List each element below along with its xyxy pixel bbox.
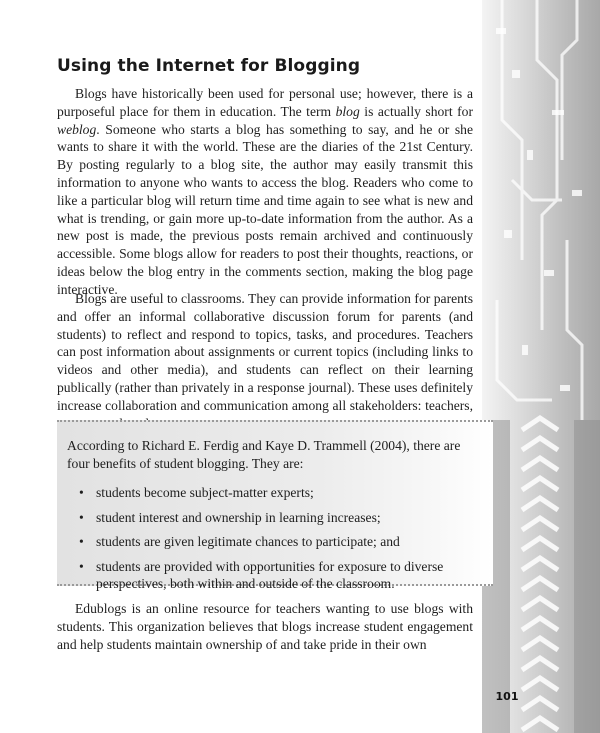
bullet-icon: • [79, 534, 84, 550]
benefits-callout-box [57, 420, 493, 592]
paragraph-text: Blogs have historically been used for personal use; however, there is a purposeful place for them in education. The term [57, 86, 473, 119]
list-item-text: student interest and ownership in learning increases; [96, 509, 381, 525]
paragraph-text: . Someone who starts a blog has something to say, and he or she wants to share it with the world. These are the diaries of the 21st Century. By posting regularly to a blog site, the author may easily transmit this information to anyone who wants to access the blog. Readers who come to like a particular blog will return time and time again to see what is new and what is trending, or gain more up-to-date information from the author. As a new post is made, the previous posts remain archived and continuously accessible. Some blogs allow for readers to post their thoughts, reactions, or ideas below the blog entry in the comments section, making the blog page interactive. [57, 121, 473, 297]
bullet-icon: • [79, 558, 84, 574]
list-item-text: students are given legitimate chances to participate; and [96, 534, 400, 550]
benefits-list [79, 484, 467, 600]
decorative-side-strip [482, 0, 600, 733]
paragraph-blog-intro [57, 85, 473, 299]
bullet-icon: • [79, 485, 84, 500]
paragraph-blogs-classrooms: Blogs are useful to classrooms. They can provide information for parents and offer an informal collaborative discussion forum for parents (and students) to reflect and respond to topics, tasks, and procedures. Teachers can post information about assignments or current topics (including links to videos and other media), and students can reflect on their learning publically (rather than privately in a response journal). These uses definitely increase collaboration and communication among all stakeholders: teachers, [57, 291, 473, 413]
list-item [79, 533, 467, 551]
list-item [79, 558, 467, 593]
circuit-pattern-graphic [482, 0, 600, 733]
paragraph-edublogs: Edublogs is an online resource for teachers wanting to use blogs with students. This organization believes that blogs increase student engagement and help students maintain ownership of and take pride in their own [57, 601, 473, 652]
list-item [79, 509, 467, 527]
list-item [79, 484, 467, 502]
list-item-text: students are provided with opportunities for exposure to diverse perspectives, both within and outside of the classroom. [96, 558, 444, 592]
section-heading: Using the Internet for Blogging [57, 56, 361, 76]
term-weblog: weblog [57, 121, 97, 137]
list-item-text: students become subject-matter experts; [96, 485, 314, 500]
callout-intro: According to Richard E. Ferdig and Kaye D. Trammell (2004), there are four benefits of student blogging. They are: [67, 438, 461, 471]
page-number: 101 [495, 690, 519, 703]
bullet-icon: • [79, 509, 84, 525]
paragraph-text: is actually short for [359, 103, 473, 119]
term-blog: blog [335, 103, 360, 119]
